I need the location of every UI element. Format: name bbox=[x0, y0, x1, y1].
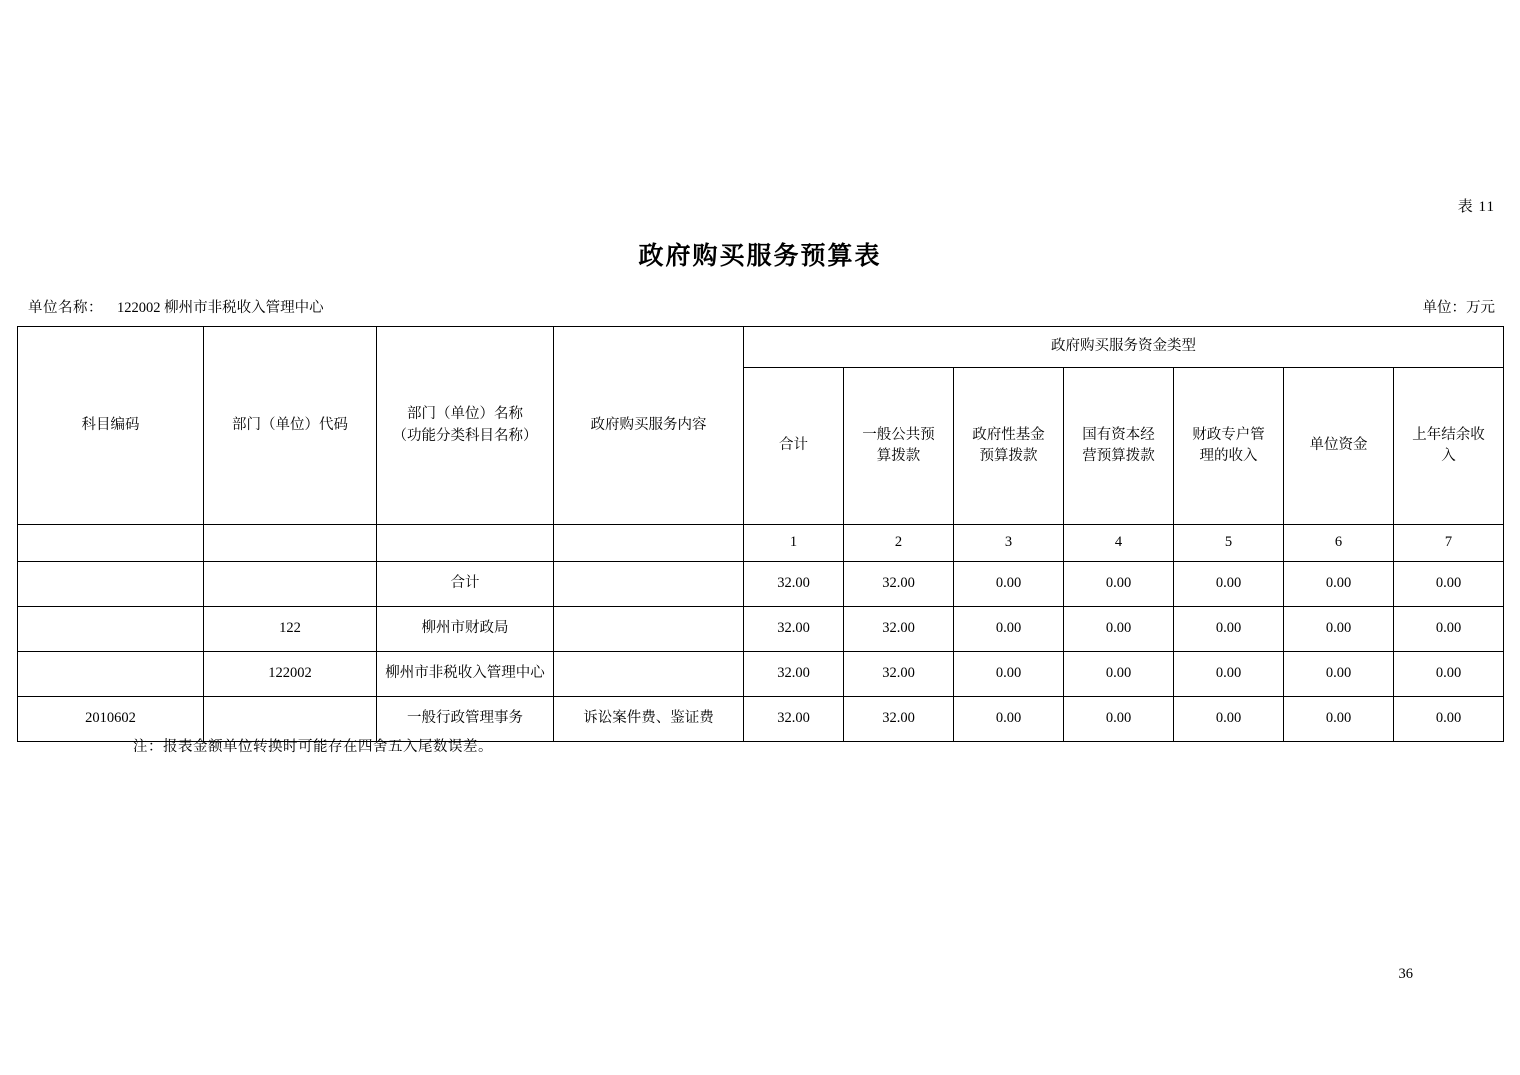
cell-subject-code bbox=[18, 652, 204, 697]
col-header-prior-balance-line1: 上年结余收 bbox=[1412, 426, 1485, 443]
cell-total: 32.00 bbox=[744, 607, 844, 652]
cell-unit-funds: 0.00 bbox=[1284, 562, 1394, 607]
cell-dept-code: 122 bbox=[204, 607, 377, 652]
cell-fiscal-account: 0.00 bbox=[1174, 652, 1284, 697]
col-header-dept-code: 部门（单位）代码 bbox=[204, 327, 377, 525]
index-empty-1 bbox=[18, 525, 204, 562]
col-header-general-public-line2: 算拨款 bbox=[876, 448, 921, 464]
index-empty-3 bbox=[377, 525, 554, 562]
amount-unit-label: 单位：万元 bbox=[1422, 300, 1495, 316]
table-row bbox=[18, 562, 1504, 607]
col-header-dept-name-line2: （功能分类科目名称） bbox=[392, 427, 538, 444]
col-header-prior-balance bbox=[1394, 368, 1504, 525]
index-5: 5 bbox=[1174, 525, 1284, 562]
cell-service-content bbox=[554, 652, 744, 697]
unit-name-label: 单位名称： bbox=[28, 300, 103, 316]
cell-state-capital: 0.00 bbox=[1064, 697, 1174, 742]
cell-dept-code bbox=[204, 562, 377, 607]
index-1: 1 bbox=[744, 525, 844, 562]
col-header-general-public bbox=[844, 368, 954, 525]
col-header-service-content: 政府购买服务内容 bbox=[554, 327, 744, 525]
unit-name-value: 122002 柳州市非税收入管理中心 bbox=[117, 300, 324, 316]
cell-service-content bbox=[554, 562, 744, 607]
page-title: 政府购买服务预算表 bbox=[638, 243, 882, 270]
budget-table bbox=[17, 326, 1504, 742]
cell-prior-balance: 0.00 bbox=[1394, 607, 1504, 652]
cell-service-content: 诉讼案件费、鉴证费 bbox=[554, 697, 744, 742]
cell-dept-name: 一般行政管理事务 bbox=[377, 697, 554, 742]
col-header-unit-funds: 单位资金 bbox=[1284, 368, 1394, 525]
cell-prior-balance: 0.00 bbox=[1394, 652, 1504, 697]
table-row bbox=[18, 607, 1504, 652]
cell-fiscal-account: 0.00 bbox=[1174, 562, 1284, 607]
table-row bbox=[18, 652, 1504, 697]
page-number: 36 bbox=[1398, 966, 1413, 982]
table-note: 注：报表金额单位转换时可能存在四舍五入尾数误差。 bbox=[133, 739, 493, 755]
index-6: 6 bbox=[1284, 525, 1394, 562]
col-header-state-capital-line1: 国有资本经 bbox=[1082, 426, 1155, 443]
cell-dept-name: 合计 bbox=[377, 562, 554, 607]
table-index-row bbox=[18, 525, 1504, 562]
index-3: 3 bbox=[954, 525, 1064, 562]
cell-general-public: 32.00 bbox=[844, 562, 954, 607]
cell-dept-name: 柳州市财政局 bbox=[377, 607, 554, 652]
cell-unit-funds: 0.00 bbox=[1284, 697, 1394, 742]
col-header-gov-fund-line1: 政府性基金 bbox=[972, 426, 1045, 443]
col-header-dept-name bbox=[377, 327, 554, 525]
index-7: 7 bbox=[1394, 525, 1504, 562]
cell-total: 32.00 bbox=[744, 562, 844, 607]
index-2: 2 bbox=[844, 525, 954, 562]
cell-service-content bbox=[554, 607, 744, 652]
cell-fiscal-account: 0.00 bbox=[1174, 697, 1284, 742]
cell-general-public: 32.00 bbox=[844, 607, 954, 652]
cell-general-public: 32.00 bbox=[844, 652, 954, 697]
col-group-header-fund-type: 政府购买服务资金类型 bbox=[744, 327, 1504, 368]
col-header-state-capital-line2: 营预算拨款 bbox=[1082, 448, 1155, 464]
cell-total: 32.00 bbox=[744, 697, 844, 742]
col-header-gov-fund bbox=[954, 368, 1064, 525]
col-header-gov-fund-line2: 预算拨款 bbox=[979, 448, 1038, 464]
cell-gov-fund: 0.00 bbox=[954, 562, 1064, 607]
unit-name-block bbox=[28, 296, 324, 317]
cell-subject-code: 2010602 bbox=[18, 697, 204, 742]
cell-state-capital: 0.00 bbox=[1064, 562, 1174, 607]
col-header-prior-balance-line2: 入 bbox=[1441, 448, 1456, 464]
cell-dept-name: 柳州市非税收入管理中心 bbox=[377, 652, 554, 697]
cell-state-capital: 0.00 bbox=[1064, 607, 1174, 652]
cell-gov-fund: 0.00 bbox=[954, 652, 1064, 697]
cell-unit-funds: 0.00 bbox=[1284, 607, 1394, 652]
index-4: 4 bbox=[1064, 525, 1174, 562]
cell-subject-code bbox=[18, 607, 204, 652]
col-header-total: 合计 bbox=[744, 368, 844, 525]
col-header-fiscal-account-line1: 财政专户管 bbox=[1192, 426, 1265, 443]
cell-gov-fund: 0.00 bbox=[954, 607, 1064, 652]
form-number: 表 11 bbox=[1457, 199, 1495, 215]
col-header-fiscal-account-line2: 理的收入 bbox=[1199, 448, 1258, 464]
index-empty-2 bbox=[204, 525, 377, 562]
cell-state-capital: 0.00 bbox=[1064, 652, 1174, 697]
index-empty-4 bbox=[554, 525, 744, 562]
col-header-state-capital bbox=[1064, 368, 1174, 525]
cell-subject-code bbox=[18, 562, 204, 607]
cell-prior-balance: 0.00 bbox=[1394, 697, 1504, 742]
table-group-header-row bbox=[18, 327, 1504, 368]
cell-gov-fund: 0.00 bbox=[954, 697, 1064, 742]
cell-dept-code: 122002 bbox=[204, 652, 377, 697]
col-header-fiscal-account bbox=[1174, 368, 1284, 525]
col-header-subject-code: 科目编码 bbox=[18, 327, 204, 525]
cell-prior-balance: 0.00 bbox=[1394, 562, 1504, 607]
cell-unit-funds: 0.00 bbox=[1284, 652, 1394, 697]
meta-row bbox=[28, 296, 1495, 316]
cell-general-public: 32.00 bbox=[844, 697, 954, 742]
cell-total: 32.00 bbox=[744, 652, 844, 697]
cell-fiscal-account: 0.00 bbox=[1174, 607, 1284, 652]
col-header-dept-name-line1: 部门（单位）名称 bbox=[407, 406, 523, 423]
col-header-general-public-line1: 一般公共预 bbox=[862, 426, 935, 443]
